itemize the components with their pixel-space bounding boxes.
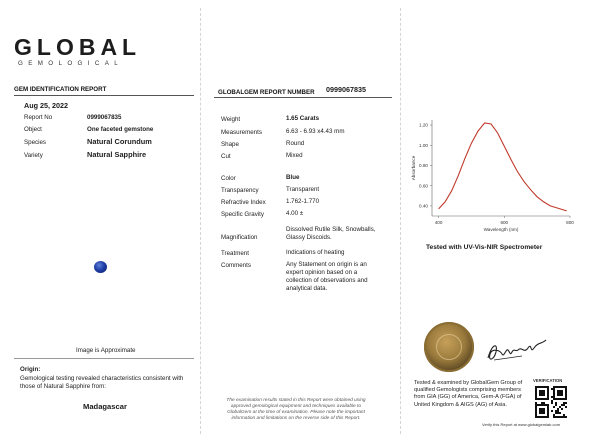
seal-badge <box>424 322 474 372</box>
qr-module <box>559 412 561 414</box>
image-caption: Image is Approximate <box>76 347 136 354</box>
signature-text <box>484 330 489 331</box>
gemstone-image <box>94 261 107 273</box>
transparency-label: Transparency <box>221 187 259 194</box>
qr-module <box>551 410 553 412</box>
section-divider <box>14 95 194 96</box>
series-line <box>439 123 567 211</box>
report-date: Aug 25, 2022 <box>24 101 68 110</box>
gold-seal-icon <box>424 322 474 372</box>
verify-link[interactable]: Verify this Report at www.globalgemlab.com <box>482 422 561 427</box>
qr-module <box>565 416 567 418</box>
color-label: Color <box>221 175 236 182</box>
magnification-label: Magnification <box>221 234 258 241</box>
qr-module <box>553 406 555 408</box>
cut-label: Cut <box>221 153 231 160</box>
treatment-label: Treatment <box>221 250 249 257</box>
specific-gravity-label: Specific Gravity <box>221 211 264 218</box>
shape-label: Shape <box>221 141 239 148</box>
qr-finder <box>539 390 545 396</box>
qr-module <box>551 402 553 404</box>
report-no-value: 0999067835 <box>87 114 122 121</box>
qr-module <box>565 402 567 404</box>
fold-line-right <box>400 8 401 434</box>
refractive-index-label: Refractive Index <box>221 199 266 206</box>
magnification-value: Dissolved Rutile Silk, Snowballs, Glassy Discoids. <box>286 226 376 241</box>
section-divider-middle <box>214 97 392 98</box>
y-tick-label: 0.40 <box>419 203 428 209</box>
qr-module <box>551 388 553 390</box>
chart-caption: Tested with UV-Vis-NIR Spectrometer <box>426 244 543 251</box>
variety-label: Variety <box>24 152 43 159</box>
origin-text: Gemological testing revealed characteristics consistent with those of Natural Sapphire from: <box>20 375 184 390</box>
qr-module <box>543 402 545 404</box>
absorbance-spectrum-chart <box>410 112 580 240</box>
y-tick-label: 1.20 <box>419 122 428 128</box>
cut-value: Mixed <box>286 152 303 159</box>
transparency-value: Transparent <box>286 186 320 193</box>
report-no-label: Report No <box>24 114 53 121</box>
species-label: Species <box>24 139 47 146</box>
certification-text: Tested & examined by GlobalGem Group of qualified Gemologists comprising members from GIA (GG) of America, Gem-A (FGA) of United Kingdom & AIGS (AG) of Asia. <box>414 380 523 408</box>
comments-value: Any Statement on origin is an expert opinion based on a collection of observations and analytical data. <box>286 261 368 292</box>
qr-module <box>551 396 553 398</box>
object-label: Object <box>24 126 42 133</box>
species-value: Natural Corundum <box>87 137 152 146</box>
x-tick-label: 400 <box>434 220 443 225</box>
qr-module <box>561 408 563 410</box>
y-tick-label: 0.80 <box>419 163 428 169</box>
signature-icon <box>484 334 552 366</box>
qr-finder <box>539 408 545 414</box>
fold-line-left <box>200 8 201 434</box>
report-number-value: 0999067835 <box>326 85 366 94</box>
qr-module <box>535 402 537 404</box>
disclaimer-footnote: The examination results stated in this Report were obtained using approved gemological equipment and techniques available to GlobalGem at the time of examination. Please note the important information and limitations on the reverse side of this Report. <box>226 398 366 421</box>
brand-logo: GLOBAL <box>14 34 142 60</box>
y-tick-label: 0.60 <box>419 183 428 189</box>
specific-gravity-value: 4.00 ± <box>286 210 304 217</box>
gem-identification-title: GEM IDENTIFICATION REPORT <box>14 86 107 93</box>
x-tick-label: 600 <box>500 220 509 225</box>
refractive-index-value: 1.762-1.770 <box>286 198 320 205</box>
brand-logo-subtitle: GEMOLOGICAL <box>18 60 124 67</box>
y-axis-label: Absorbance <box>411 155 416 181</box>
color-value: Blue <box>286 174 300 181</box>
verification-qr-code[interactable] <box>535 386 567 418</box>
x-axis-label: Wavelength (nm) <box>483 227 519 232</box>
qr-finder <box>557 390 563 396</box>
origin-title: Origin: <box>20 366 41 373</box>
weight-value: 1.65 Carats <box>286 115 320 122</box>
report-number-title: GLOBALGEM REPORT NUMBER <box>218 89 315 96</box>
y-tick-label: 1.00 <box>419 142 428 148</box>
origin-country: Madagascar <box>83 402 127 411</box>
comments-label: Comments <box>221 262 251 269</box>
measurements-value: 6.63 - 6.93 x4.43 mm <box>286 128 345 135</box>
x-tick-label: 800 <box>566 220 574 225</box>
origin-divider <box>14 358 194 359</box>
variety-value: Natural Sapphire <box>87 150 147 159</box>
weight-label: Weight <box>221 116 241 123</box>
verification-label: VERIFICATION <box>533 378 563 383</box>
qr-module <box>565 406 567 408</box>
measurements-label: Measurements <box>221 129 262 136</box>
shape-value: Round <box>286 140 305 147</box>
treatment-value: Indications of heating <box>286 249 345 256</box>
object-value: One faceted gemstone <box>87 126 154 133</box>
qr-module <box>555 404 557 406</box>
